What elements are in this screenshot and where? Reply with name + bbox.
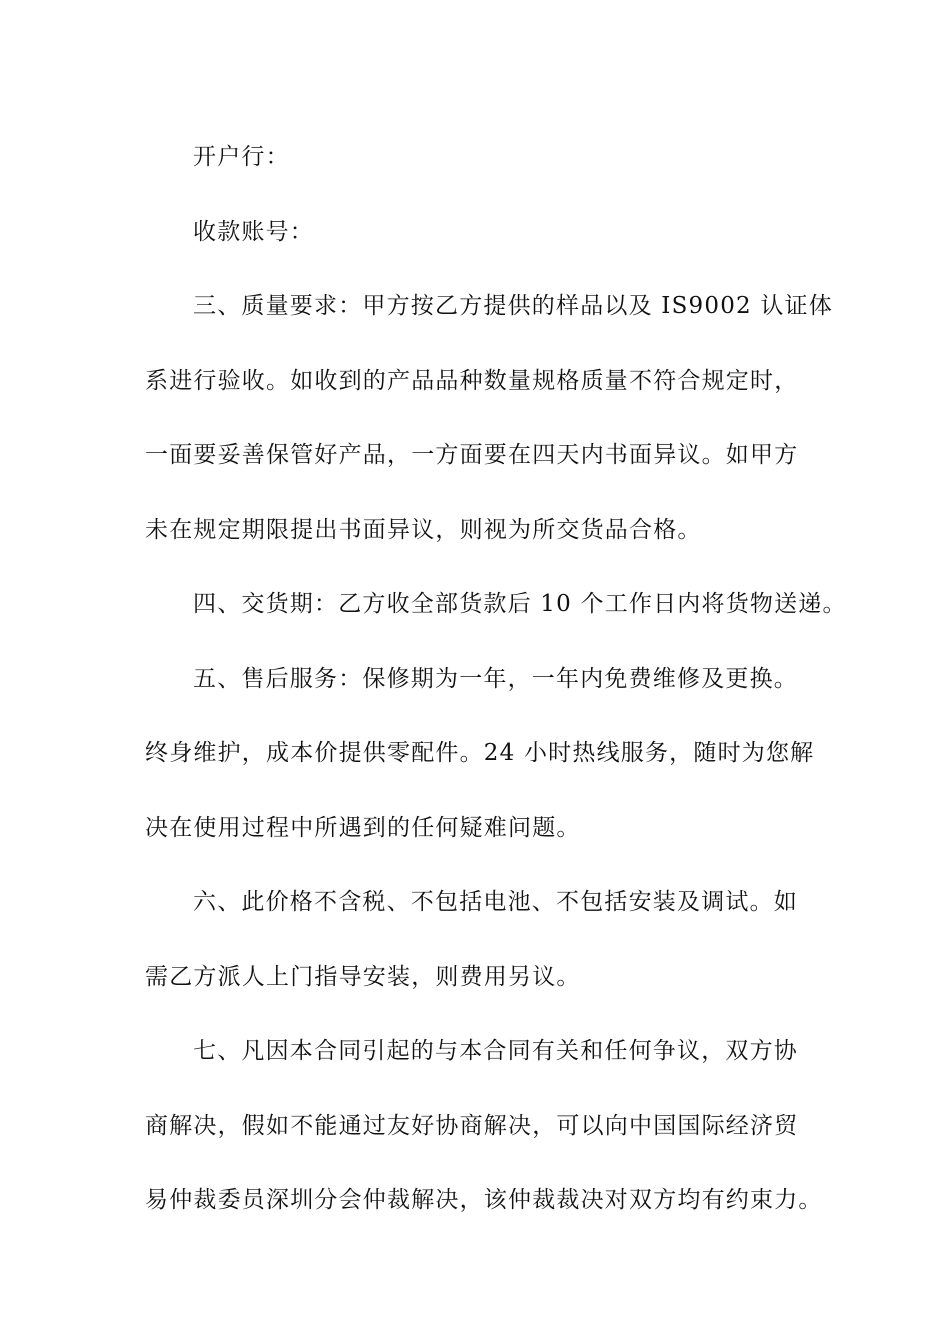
after-sales-clause-line: 决在使用过程中所遇到的任何疑难问题。 bbox=[145, 814, 581, 841]
price-clause-line: 需乙方派人上门指导安装，则费用另议。 bbox=[145, 963, 581, 990]
account-number-label: 收款账号： bbox=[193, 218, 314, 245]
price-clause-line: 六、此价格不含税、不包括电池、不包括安装及调试。如 bbox=[193, 889, 798, 915]
bank-label: 开户行： bbox=[193, 144, 290, 170]
quality-clause-line: 未在规定期限提出书面异议，则视为所交货品合格。 bbox=[145, 516, 702, 543]
dispute-clause-line: 商解决，假如不能通过友好协商解决，可以向中国国际经济贸 bbox=[145, 1112, 799, 1139]
quality-clause-line: 系进行验收。如收到的产品品种数量规格质量不符合规定时， bbox=[145, 367, 799, 394]
quality-clause-line: 一面要妥善保管好产品，一方面要在四天内书面异议。如甲方 bbox=[145, 442, 799, 468]
quality-clause-line: 三、质量要求：甲方按乙方提供的样品以及 IS9002 认证体 bbox=[193, 293, 833, 319]
dispute-clause-line: 易仲裁委员深圳分会仲裁解决，该仲裁裁决对双方均有约束力。 bbox=[145, 1187, 823, 1213]
after-sales-clause-line: 五、售后服务：保修期为一年，一年内免费维修及更换。 bbox=[193, 665, 798, 692]
delivery-clause-line: 四、交货期：乙方收全部货款后 10 个工作日内将货物送递。 bbox=[193, 591, 847, 617]
dispute-clause-line: 七、凡因本合同引起的与本合同有关和任何争议，双方协 bbox=[193, 1038, 798, 1064]
document-body bbox=[145, 120, 847, 1238]
after-sales-clause-line: 终身维护，成本价提供零配件。24 小时热线服务，随时为您解 bbox=[145, 740, 815, 766]
